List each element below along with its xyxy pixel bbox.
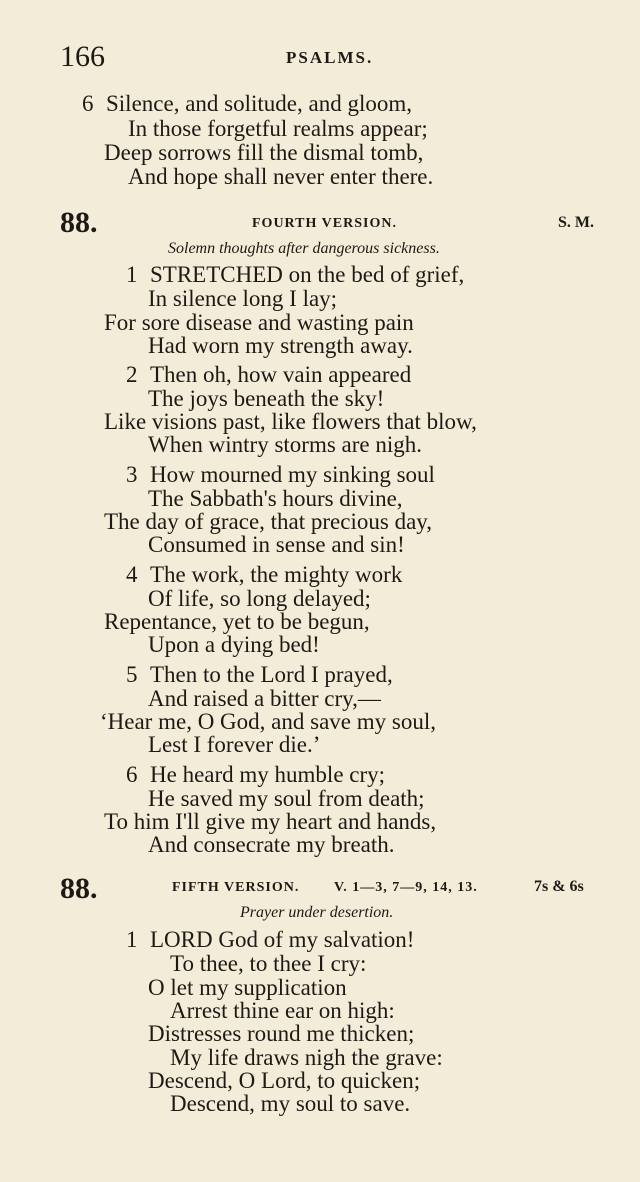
verse-line: 6 He heard my humble cry; xyxy=(126,762,386,787)
verse-line: 6 Silence, and solitude, and gloom, xyxy=(82,91,412,116)
verse-line: For sore disease and wasting pain xyxy=(104,310,414,335)
stanza-number: 1 xyxy=(126,262,138,287)
meter: 7s & 6s xyxy=(534,878,584,895)
stanza-number: 6 xyxy=(126,762,138,787)
verse-line: Upon a dying bed! xyxy=(148,632,320,657)
stanza-number: 5 xyxy=(126,662,138,687)
verse-line: He saved my soul from death; xyxy=(148,786,425,811)
hymn-subtitle: Solemn thoughts after dangerous sickness. xyxy=(168,240,440,257)
verse-line: 5 Then to the Lord I prayed, xyxy=(126,662,393,687)
stanza-number: 4 xyxy=(126,562,138,587)
verse-line: Lest I forever die.’ xyxy=(148,732,321,757)
verse-line: In silence long I lay; xyxy=(148,286,338,311)
version-title: FIFTH VERSION. xyxy=(172,880,300,895)
verse-line: Distresses round me thicken; xyxy=(148,1021,415,1046)
page-number: 166 xyxy=(60,40,105,73)
running-title: PSALMS. xyxy=(286,48,374,67)
stanza-number: 1 xyxy=(126,927,138,952)
verse-line: 4 The work, the mighty work xyxy=(126,562,403,587)
verse-line: The joys beneath the sky! xyxy=(148,386,385,411)
stanza-number: 2 xyxy=(126,362,138,387)
verse-line: And hope shall never enter there. xyxy=(128,164,434,189)
verse-line: 3 How mourned my sinking soul xyxy=(126,462,435,487)
stanza-number: 6 xyxy=(82,91,94,116)
stanza-number: 3 xyxy=(126,462,138,487)
verse-line: Had worn my strength away. xyxy=(148,333,413,358)
verse-line: O let my supplication xyxy=(148,975,347,1000)
verse-line: Descend, O Lord, to quicken; xyxy=(148,1068,421,1093)
verse-line: To him I'll give my heart and hands, xyxy=(104,809,437,834)
verse-line: My life draws nigh the grave: xyxy=(170,1045,443,1070)
verse-line: Like visions past, like flowers that blow, xyxy=(104,409,477,434)
verse-line: Arrest thine ear on high: xyxy=(170,998,395,1023)
running-header xyxy=(60,40,600,80)
verse-line: The Sabbath's hours divine, xyxy=(148,486,403,511)
verse-line: And raised a bitter cry,— xyxy=(148,686,381,711)
verse-line: Deep sorrows fill the dismal tomb, xyxy=(104,140,424,165)
verse-references: V. 1—3, 7—9, 14, 13. xyxy=(334,880,478,895)
verse-line: When wintry storms are nigh. xyxy=(148,432,423,457)
version-title: FOURTH VERSION. xyxy=(252,216,397,231)
verse-line: 1 STRETCHED on the bed of grief, xyxy=(126,262,465,287)
hymn-number: 88. xyxy=(60,872,98,905)
verse-line: Descend, my soul to save. xyxy=(170,1091,411,1116)
hymn-subtitle: Prayer under desertion. xyxy=(240,904,394,921)
meter: S. M. xyxy=(558,214,594,231)
verse-line: 2 Then oh, how vain appeared xyxy=(126,362,412,387)
verse-line: In those forgetful realms appear; xyxy=(128,116,428,141)
verse-line: To thee, to thee I cry: xyxy=(170,951,367,976)
verse-line: Repentance, yet to be begun, xyxy=(104,609,370,634)
verse-line: ‘Hear me, O God, and save my soul, xyxy=(100,709,436,734)
verse-line: Consumed in sense and sin! xyxy=(148,532,405,557)
hymn-number: 88. xyxy=(60,206,98,239)
verse-line: And consecrate my breath. xyxy=(148,832,395,857)
verse-line: 1 LORD God of my salvation! xyxy=(126,927,415,952)
verse-line: The day of grace, that precious day, xyxy=(104,509,433,534)
verse-line: Of life, so long delayed; xyxy=(148,586,371,611)
